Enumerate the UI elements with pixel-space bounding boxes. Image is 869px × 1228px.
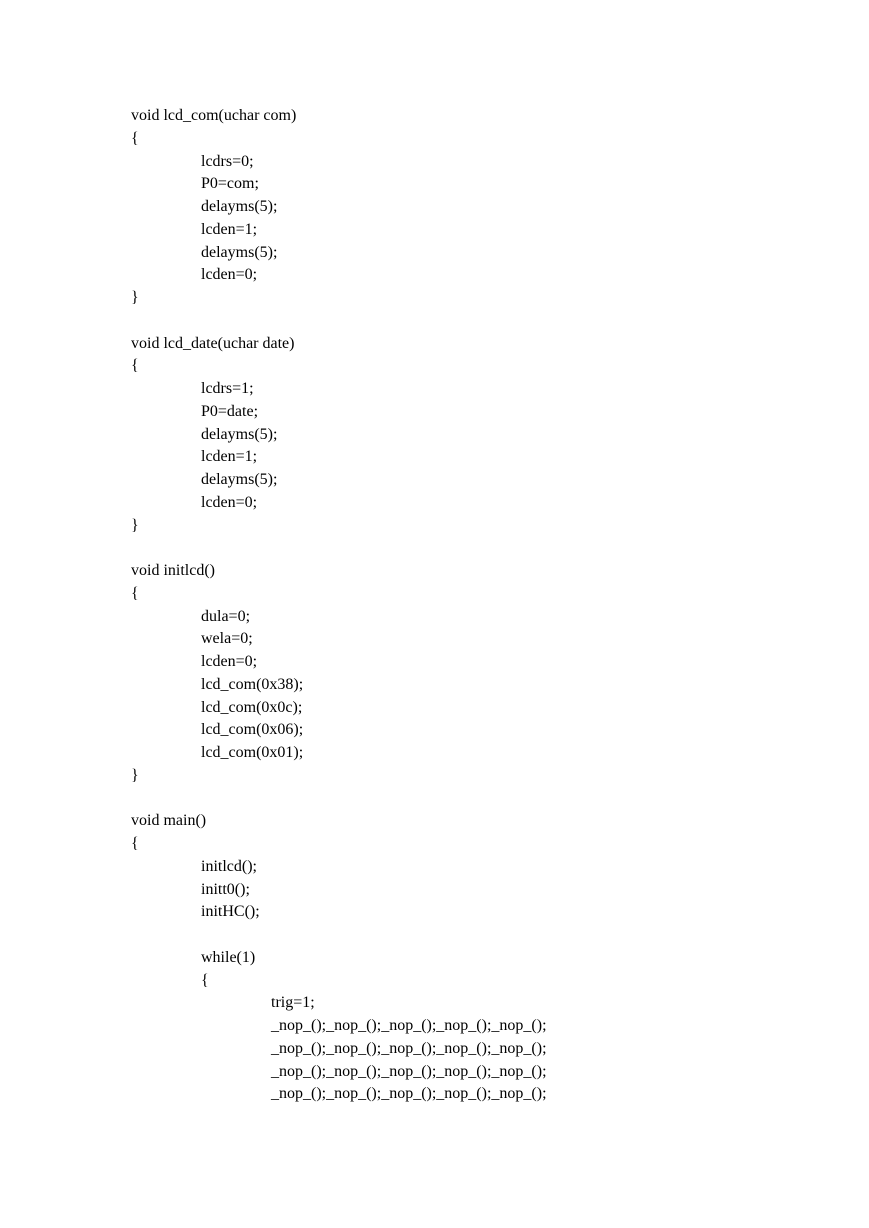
code-line: } <box>131 766 139 784</box>
code-line: delayms(5); <box>201 471 278 488</box>
code-line: lcden=0; <box>201 493 258 511</box>
code-line: _nop_();_nop_();_nop_();_nop_();_nop_(); <box>271 1039 547 1057</box>
code-line: lcd_com(0x01); <box>201 744 304 761</box>
code-line: { <box>201 971 209 989</box>
code-line: lcd_com(0x38); <box>201 675 304 693</box>
code-line: dula=0; <box>201 607 251 625</box>
code-line: void lcd_com(uchar com) <box>131 107 297 124</box>
code-line: { <box>131 129 139 147</box>
code-line: { <box>131 835 139 852</box>
code-line: _nop_();_nop_();_nop_();_nop_();_nop_(); <box>271 1085 547 1103</box>
code-line: lcden=0; <box>201 653 258 670</box>
code-line: _nop_();_nop_();_nop_();_nop_();_nop_(); <box>271 1017 547 1034</box>
code-line: lcdrs=0; <box>201 152 254 170</box>
code-listing <box>131 105 831 1106</box>
code-line: lcden=1; <box>201 448 258 466</box>
code-line: initHC(); <box>201 903 260 921</box>
code-line: { <box>131 357 139 375</box>
code-line: { <box>131 584 139 602</box>
code-line: } <box>131 516 139 534</box>
code-line: initlcd(); <box>201 857 257 875</box>
code-line: lcd_com(0x06); <box>201 721 304 739</box>
code-line: delayms(5); <box>201 198 278 215</box>
code-line: void main() <box>131 812 207 830</box>
code-line: delayms(5); <box>201 243 278 261</box>
code-line: lcd_com(0x0c); <box>201 698 303 716</box>
code-line: _nop_();_nop_();_nop_();_nop_();_nop_(); <box>271 1062 547 1080</box>
code-line: P0=com; <box>201 175 259 193</box>
code-line: } <box>131 289 139 306</box>
blank-line <box>131 310 831 333</box>
code-line: lcden=1; <box>201 220 258 238</box>
code-line: delayms(5); <box>201 425 278 443</box>
code-line: lcdrs=1; <box>201 380 254 397</box>
code-line: void lcd_date(uchar date) <box>131 334 295 352</box>
blank-line <box>131 537 831 560</box>
code-line: while(1) <box>201 948 256 966</box>
code-line: lcden=0; <box>201 266 258 284</box>
blank-line <box>131 924 831 947</box>
code-line: initt0(); <box>201 880 250 898</box>
blank-line <box>131 788 831 811</box>
code-line: P0=date; <box>201 402 259 420</box>
code-line: wela=0; <box>201 630 253 648</box>
code-line: void initlcd() <box>131 562 215 579</box>
code-line: trig=1; <box>271 994 315 1012</box>
